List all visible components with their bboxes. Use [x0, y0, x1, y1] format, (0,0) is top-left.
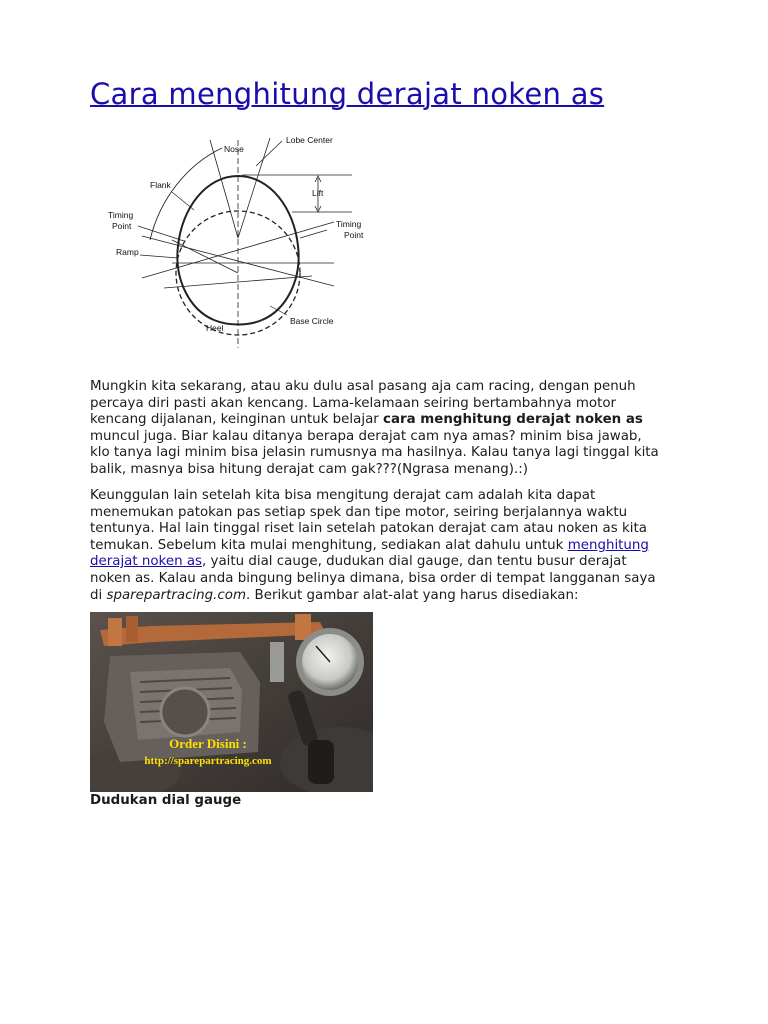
label-heel: Heel — [206, 323, 224, 333]
label-flank: Flank — [150, 180, 171, 190]
label-lift: Lift — [312, 188, 324, 198]
paragraph-intro: Mungkin kita sekarang, atau aku dulu asal pasang aja cam racing, dengan penuh percaya diri pasti akan kencang. Lama-kelamaan seiring bertambahnya motor kencang dijalanan, keinginan untuk belajar cara menghitung derajat noken as muncul juga. Biar kalau ditanya berapa derajat cam nya amas? minim bisa jawab, klo tanya lagi minim bisa jelasin rumusnya ma hasilnya. Kalau tanya lagi tinggal kita balik, masnya bisa hitung derajat cam gak???(Ngrasa menang).:) — [90, 379, 659, 477]
label-timing-right-1: Timing — [336, 219, 362, 229]
label-ramp: Ramp — [116, 247, 139, 257]
flank-arc — [150, 148, 222, 240]
photo-order-text: Order Disini : — [169, 736, 247, 751]
label-timing-left-1: Timing — [108, 210, 134, 220]
photo-url-text: http://sparepartracing.com — [144, 755, 272, 767]
page-title — [90, 72, 604, 116]
cam-lobe-diagram — [102, 128, 374, 350]
label-base-circle: Base Circle — [290, 316, 334, 326]
label-timing-right-2: Point — [344, 230, 364, 240]
site-name: sparepartracing.com — [106, 587, 247, 603]
link-menghitung-derajat-2[interactable]: derajat noken as — [90, 554, 203, 570]
dial-gauge-mount-photo — [90, 612, 373, 792]
title-link[interactable]: Cara menghitung derajat noken as — [90, 77, 605, 111]
photo-caption: Dudukan dial gauge — [90, 793, 242, 808]
bold-keyphrase: cara menghitung derajat noken as — [383, 412, 643, 428]
paragraph-tools: Keunggulan lain setelah kita bisa mengitung derajat cam adalah kita dapat menemukan patokan pas setiap spek dan tipe motor, seiring berjalannya waktu tentunya. Hal lain tinggal riset lain setelah patokan derajat cam atau noken as kita temukan. Sebelum kita mulai menghitung, sediakan alat dahulu untuk menghitung derajat noken as, yaitu dial cauge, dudukan dial gauge, dan tentu busur derajat noken as. Kalau anda bingung belinya dimana, bisa order di tempat langganan saya di sparepartracing.com. Berikut gambar alat-alat yang harus disediakan: — [90, 488, 656, 603]
link-menghitung-derajat-1[interactable]: menghitung — [567, 537, 649, 553]
label-lobe-center: Lobe Center — [286, 135, 333, 145]
label-nose: Nose — [224, 144, 244, 154]
label-timing-left-2: Point — [112, 221, 132, 231]
